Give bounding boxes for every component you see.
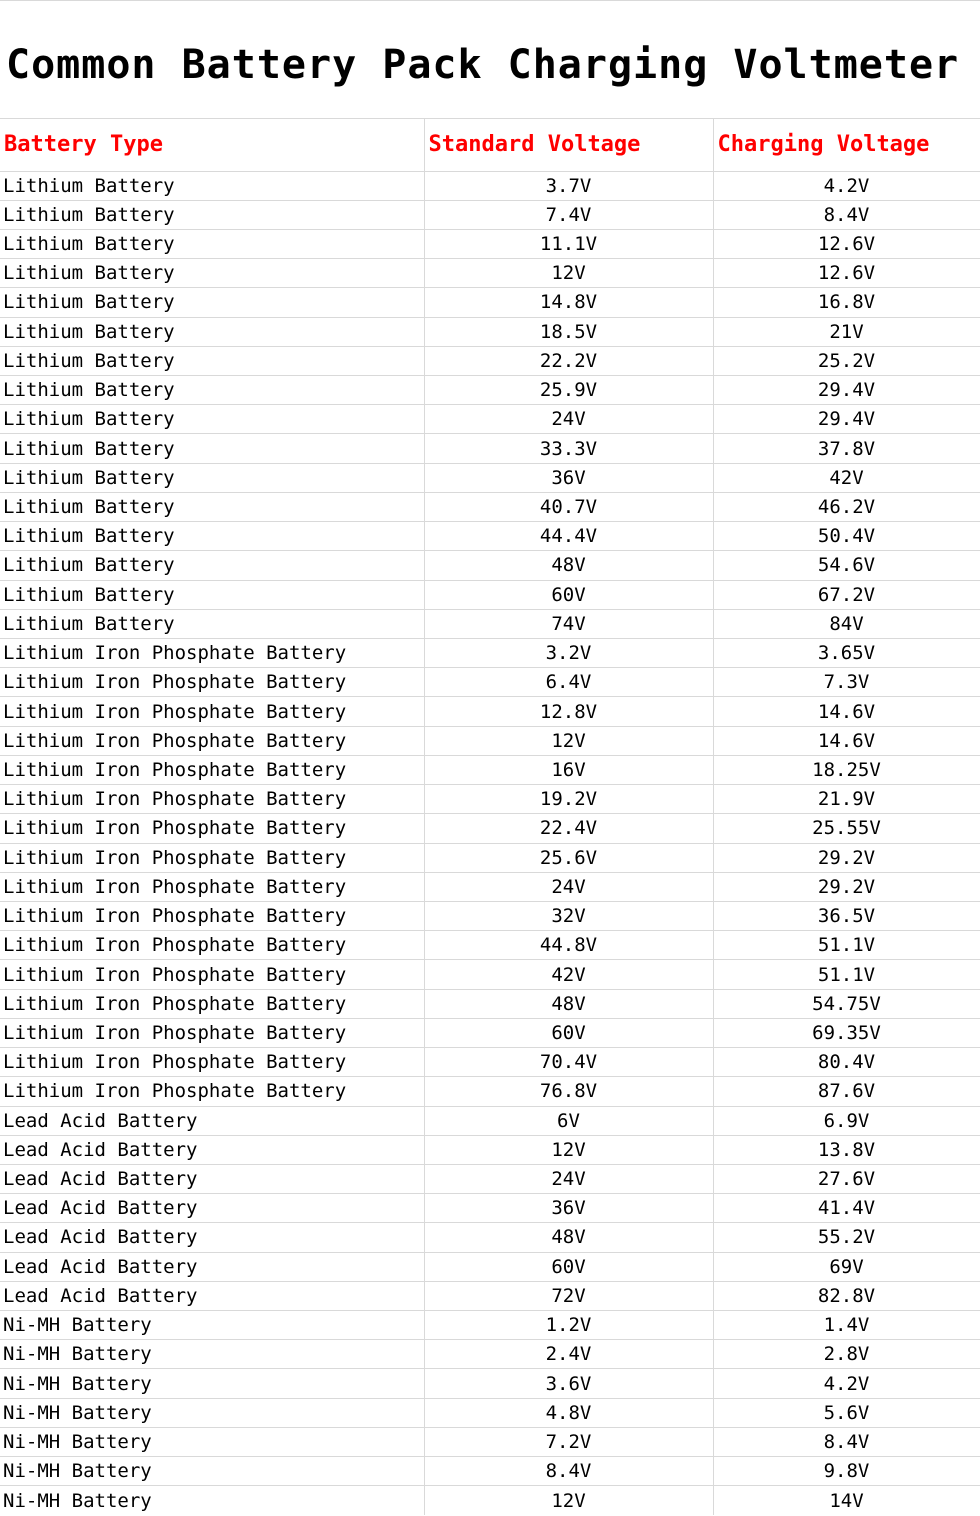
battery-type-cell[interactable]: Lithium Battery xyxy=(0,522,424,551)
standard-voltage-cell[interactable]: 7.2V xyxy=(424,1427,713,1456)
table-row xyxy=(0,785,980,814)
standard-voltage-cell[interactable]: 33.3V xyxy=(424,434,713,463)
table-row xyxy=(0,492,980,521)
charging-voltage-cell[interactable]: 51.1V xyxy=(713,931,980,960)
table-row xyxy=(0,200,980,229)
table-row xyxy=(0,376,980,405)
battery-type-cell[interactable]: Ni-MH Battery xyxy=(0,1486,424,1515)
table-row xyxy=(0,1077,980,1106)
standard-voltage-cell[interactable]: 4.8V xyxy=(424,1398,713,1427)
battery-type-cell[interactable]: Lithium Battery xyxy=(0,200,424,229)
standard-voltage-cell[interactable]: 3.2V xyxy=(424,639,713,668)
standard-voltage-cell[interactable]: 12V xyxy=(424,1135,713,1164)
voltage-table xyxy=(0,119,980,1515)
battery-type-cell[interactable]: Lithium Battery xyxy=(0,317,424,346)
charging-voltage-cell[interactable]: 55.2V xyxy=(713,1223,980,1252)
standard-voltage-cell[interactable]: 48V xyxy=(424,551,713,580)
table-row xyxy=(0,1398,980,1427)
charging-voltage-cell[interactable]: 67.2V xyxy=(713,580,980,609)
charging-voltage-cell[interactable]: 36.5V xyxy=(713,901,980,930)
standard-voltage-cell[interactable]: 25.9V xyxy=(424,376,713,405)
charging-voltage-cell[interactable]: 29.4V xyxy=(713,376,980,405)
standard-voltage-cell[interactable]: 3.7V xyxy=(424,171,713,200)
title-row[interactable] xyxy=(0,1,980,119)
charging-voltage-cell[interactable]: 14.6V xyxy=(713,726,980,755)
battery-type-cell[interactable]: Lithium Iron Phosphate Battery xyxy=(0,1048,424,1077)
standard-voltage-cell[interactable]: 14.8V xyxy=(424,288,713,317)
battery-type-cell[interactable]: Lead Acid Battery xyxy=(0,1252,424,1281)
charging-voltage-cell[interactable]: 84V xyxy=(713,609,980,638)
battery-type-cell[interactable]: Lithium Iron Phosphate Battery xyxy=(0,872,424,901)
charging-voltage-cell[interactable]: 14.6V xyxy=(713,697,980,726)
table-row xyxy=(0,1486,980,1515)
standard-voltage-cell[interactable]: 12V xyxy=(424,259,713,288)
charging-voltage-cell[interactable]: 5.6V xyxy=(713,1398,980,1427)
battery-type-cell[interactable]: Lithium Iron Phosphate Battery xyxy=(0,901,424,930)
table-row xyxy=(0,1457,980,1486)
charging-voltage-cell[interactable]: 3.65V xyxy=(713,639,980,668)
charging-voltage-cell[interactable]: 8.4V xyxy=(713,1427,980,1456)
standard-voltage-cell[interactable]: 6V xyxy=(424,1106,713,1135)
charging-voltage-cell[interactable]: 8.4V xyxy=(713,200,980,229)
charging-voltage-cell[interactable]: 54.75V xyxy=(713,989,980,1018)
standard-voltage-cell[interactable]: 12.8V xyxy=(424,697,713,726)
table-row xyxy=(0,843,980,872)
header-standard-voltage[interactable]: Standard Voltage xyxy=(424,119,713,171)
battery-type-cell[interactable]: Lithium Battery xyxy=(0,259,424,288)
table-row xyxy=(0,1048,980,1077)
table-row xyxy=(0,872,980,901)
standard-voltage-cell[interactable]: 60V xyxy=(424,1252,713,1281)
standard-voltage-cell[interactable]: 60V xyxy=(424,580,713,609)
table-row xyxy=(0,1223,980,1252)
battery-type-cell[interactable]: Lithium Battery xyxy=(0,580,424,609)
battery-type-cell[interactable]: Lithium Iron Phosphate Battery xyxy=(0,843,424,872)
table-row xyxy=(0,726,980,755)
charging-voltage-cell[interactable]: 12.6V xyxy=(713,229,980,258)
battery-type-cell[interactable]: Lithium Battery xyxy=(0,434,424,463)
charging-voltage-cell[interactable]: 4.2V xyxy=(713,1369,980,1398)
header-charging-voltage[interactable]: Charging Voltage xyxy=(713,119,980,171)
standard-voltage-cell[interactable]: 3.6V xyxy=(424,1369,713,1398)
standard-voltage-cell[interactable]: 32V xyxy=(424,901,713,930)
standard-voltage-cell[interactable]: 2.4V xyxy=(424,1340,713,1369)
standard-voltage-cell[interactable]: 74V xyxy=(424,609,713,638)
standard-voltage-cell[interactable]: 72V xyxy=(424,1281,713,1310)
battery-type-cell[interactable]: Lead Acid Battery xyxy=(0,1281,424,1310)
battery-type-cell[interactable]: Lead Acid Battery xyxy=(0,1194,424,1223)
table-row xyxy=(0,1164,980,1193)
table-row xyxy=(0,1135,980,1164)
battery-type-cell[interactable]: Lithium Iron Phosphate Battery xyxy=(0,989,424,1018)
battery-type-cell[interactable]: Lithium Battery xyxy=(0,551,424,580)
battery-type-cell[interactable]: Lithium Battery xyxy=(0,346,424,375)
table-row xyxy=(0,1340,980,1369)
table-body xyxy=(0,171,980,1515)
table-row xyxy=(0,317,980,346)
charging-voltage-cell[interactable]: 21V xyxy=(713,317,980,346)
battery-type-cell[interactable]: Lithium Battery xyxy=(0,288,424,317)
charging-voltage-cell[interactable]: 14V xyxy=(713,1486,980,1515)
battery-type-cell[interactable]: Lithium Iron Phosphate Battery xyxy=(0,639,424,668)
table-row xyxy=(0,346,980,375)
standard-voltage-cell[interactable]: 6.4V xyxy=(424,668,713,697)
charging-voltage-cell[interactable]: 42V xyxy=(713,463,980,492)
standard-voltage-cell[interactable]: 36V xyxy=(424,463,713,492)
charging-voltage-cell[interactable]: 46.2V xyxy=(713,492,980,521)
standard-voltage-cell[interactable]: 42V xyxy=(424,960,713,989)
battery-type-cell[interactable]: Lithium Battery xyxy=(0,376,424,405)
charging-voltage-cell[interactable]: 18.25V xyxy=(713,755,980,784)
battery-type-cell[interactable]: Lithium Iron Phosphate Battery xyxy=(0,1077,424,1106)
table-row xyxy=(0,609,980,638)
battery-type-cell[interactable]: Lithium Iron Phosphate Battery xyxy=(0,960,424,989)
battery-type-cell[interactable]: Lithium Iron Phosphate Battery xyxy=(0,931,424,960)
battery-type-cell[interactable]: Lithium Iron Phosphate Battery xyxy=(0,668,424,697)
charging-voltage-cell[interactable]: 29.4V xyxy=(713,405,980,434)
table-row xyxy=(0,1194,980,1223)
battery-type-cell[interactable]: Lithium Battery xyxy=(0,405,424,434)
standard-voltage-cell[interactable]: 60V xyxy=(424,1018,713,1047)
battery-type-cell[interactable]: Lithium Battery xyxy=(0,492,424,521)
table-row xyxy=(0,1311,980,1340)
table-row xyxy=(0,522,980,551)
battery-type-cell[interactable]: Lithium Battery xyxy=(0,463,424,492)
standard-voltage-cell[interactable]: 48V xyxy=(424,1223,713,1252)
charging-voltage-cell[interactable]: 13.8V xyxy=(713,1135,980,1164)
charging-voltage-cell[interactable]: 29.2V xyxy=(713,872,980,901)
charging-voltage-cell[interactable]: 6.9V xyxy=(713,1106,980,1135)
standard-voltage-cell[interactable]: 1.2V xyxy=(424,1311,713,1340)
charging-voltage-cell[interactable]: 4.2V xyxy=(713,171,980,200)
charging-voltage-cell[interactable]: 51.1V xyxy=(713,960,980,989)
standard-voltage-cell[interactable]: 7.4V xyxy=(424,200,713,229)
battery-type-cell[interactable]: Lithium Iron Phosphate Battery xyxy=(0,697,424,726)
charging-voltage-cell[interactable]: 2.8V xyxy=(713,1340,980,1369)
battery-type-cell[interactable]: Lead Acid Battery xyxy=(0,1106,424,1135)
battery-type-cell[interactable]: Lead Acid Battery xyxy=(0,1135,424,1164)
charging-voltage-cell[interactable]: 37.8V xyxy=(713,434,980,463)
standard-voltage-cell[interactable]: 76.8V xyxy=(424,1077,713,1106)
table-row xyxy=(0,434,980,463)
battery-type-cell[interactable]: Ni-MH Battery xyxy=(0,1340,424,1369)
standard-voltage-cell[interactable]: 11.1V xyxy=(424,229,713,258)
table-row xyxy=(0,697,980,726)
table-row xyxy=(0,1018,980,1047)
charging-voltage-cell[interactable]: 69V xyxy=(713,1252,980,1281)
table-row xyxy=(0,668,980,697)
standard-voltage-cell[interactable]: 25.6V xyxy=(424,843,713,872)
table-row xyxy=(0,1106,980,1135)
sheet-title: Common Battery Pack Charging Voltmeter xyxy=(6,42,960,88)
charging-voltage-cell[interactable]: 25.55V xyxy=(713,814,980,843)
table-row xyxy=(0,931,980,960)
battery-type-cell[interactable]: Ni-MH Battery xyxy=(0,1427,424,1456)
table-row xyxy=(0,1252,980,1281)
header-row xyxy=(0,119,980,171)
table-row xyxy=(0,551,980,580)
battery-type-cell[interactable]: Lithium Iron Phosphate Battery xyxy=(0,726,424,755)
battery-type-cell[interactable]: Lithium Iron Phosphate Battery xyxy=(0,755,424,784)
table-row xyxy=(0,288,980,317)
table-row xyxy=(0,755,980,784)
battery-type-cell[interactable]: Lead Acid Battery xyxy=(0,1164,424,1193)
table-row xyxy=(0,814,980,843)
table-row xyxy=(0,639,980,668)
standard-voltage-cell[interactable]: 44.4V xyxy=(424,522,713,551)
battery-type-cell[interactable]: Ni-MH Battery xyxy=(0,1398,424,1427)
standard-voltage-cell[interactable]: 22.4V xyxy=(424,814,713,843)
table-row xyxy=(0,229,980,258)
charging-voltage-cell[interactable]: 16.8V xyxy=(713,288,980,317)
battery-type-cell[interactable]: Lithium Iron Phosphate Battery xyxy=(0,785,424,814)
charging-voltage-cell[interactable]: 80.4V xyxy=(713,1048,980,1077)
standard-voltage-cell[interactable]: 24V xyxy=(424,1164,713,1193)
standard-voltage-cell[interactable]: 48V xyxy=(424,989,713,1018)
charging-voltage-cell[interactable]: 1.4V xyxy=(713,1311,980,1340)
standard-voltage-cell[interactable]: 22.2V xyxy=(424,346,713,375)
battery-type-cell[interactable]: Lithium Battery xyxy=(0,229,424,258)
charging-voltage-cell[interactable]: 54.6V xyxy=(713,551,980,580)
table-row xyxy=(0,1369,980,1398)
table-row xyxy=(0,405,980,434)
battery-type-cell[interactable]: Ni-MH Battery xyxy=(0,1369,424,1398)
table-row xyxy=(0,960,980,989)
table-row xyxy=(0,259,980,288)
charging-voltage-cell[interactable]: 7.3V xyxy=(713,668,980,697)
table-row xyxy=(0,901,980,930)
battery-type-cell[interactable]: Lithium Iron Phosphate Battery xyxy=(0,1018,424,1047)
table-row xyxy=(0,1281,980,1310)
battery-type-cell[interactable]: Ni-MH Battery xyxy=(0,1311,424,1340)
charging-voltage-cell[interactable]: 50.4V xyxy=(713,522,980,551)
standard-voltage-cell[interactable]: 18.5V xyxy=(424,317,713,346)
battery-type-cell[interactable]: Lithium Iron Phosphate Battery xyxy=(0,814,424,843)
standard-voltage-cell[interactable]: 12V xyxy=(424,1486,713,1515)
standard-voltage-cell[interactable]: 16V xyxy=(424,755,713,784)
charging-voltage-cell[interactable]: 21.9V xyxy=(713,785,980,814)
charging-voltage-cell[interactable]: 41.4V xyxy=(713,1194,980,1223)
charging-voltage-cell[interactable]: 12.6V xyxy=(713,259,980,288)
standard-voltage-cell[interactable]: 19.2V xyxy=(424,785,713,814)
standard-voltage-cell[interactable]: 24V xyxy=(424,405,713,434)
table-row xyxy=(0,463,980,492)
standard-voltage-cell[interactable]: 44.8V xyxy=(424,931,713,960)
charging-voltage-cell[interactable]: 29.2V xyxy=(713,843,980,872)
standard-voltage-cell[interactable]: 24V xyxy=(424,872,713,901)
standard-voltage-cell[interactable]: 8.4V xyxy=(424,1457,713,1486)
table-row xyxy=(0,989,980,1018)
charging-voltage-cell[interactable]: 69.35V xyxy=(713,1018,980,1047)
charging-voltage-cell[interactable]: 87.6V xyxy=(713,1077,980,1106)
charging-voltage-cell[interactable]: 82.8V xyxy=(713,1281,980,1310)
battery-type-cell[interactable]: Lithium Battery xyxy=(0,171,424,200)
standard-voltage-cell[interactable]: 12V xyxy=(424,726,713,755)
battery-type-cell[interactable]: Lithium Battery xyxy=(0,609,424,638)
charging-voltage-cell[interactable]: 25.2V xyxy=(713,346,980,375)
table-row xyxy=(0,580,980,609)
standard-voltage-cell[interactable]: 70.4V xyxy=(424,1048,713,1077)
charging-voltage-cell[interactable]: 27.6V xyxy=(713,1164,980,1193)
charging-voltage-cell[interactable]: 9.8V xyxy=(713,1457,980,1486)
battery-type-cell[interactable]: Lead Acid Battery xyxy=(0,1223,424,1252)
battery-type-cell[interactable]: Ni-MH Battery xyxy=(0,1457,424,1486)
standard-voltage-cell[interactable]: 36V xyxy=(424,1194,713,1223)
header-battery-type[interactable]: Battery Type xyxy=(0,119,424,171)
standard-voltage-cell[interactable]: 40.7V xyxy=(424,492,713,521)
table-row xyxy=(0,1427,980,1456)
table-row xyxy=(0,171,980,200)
